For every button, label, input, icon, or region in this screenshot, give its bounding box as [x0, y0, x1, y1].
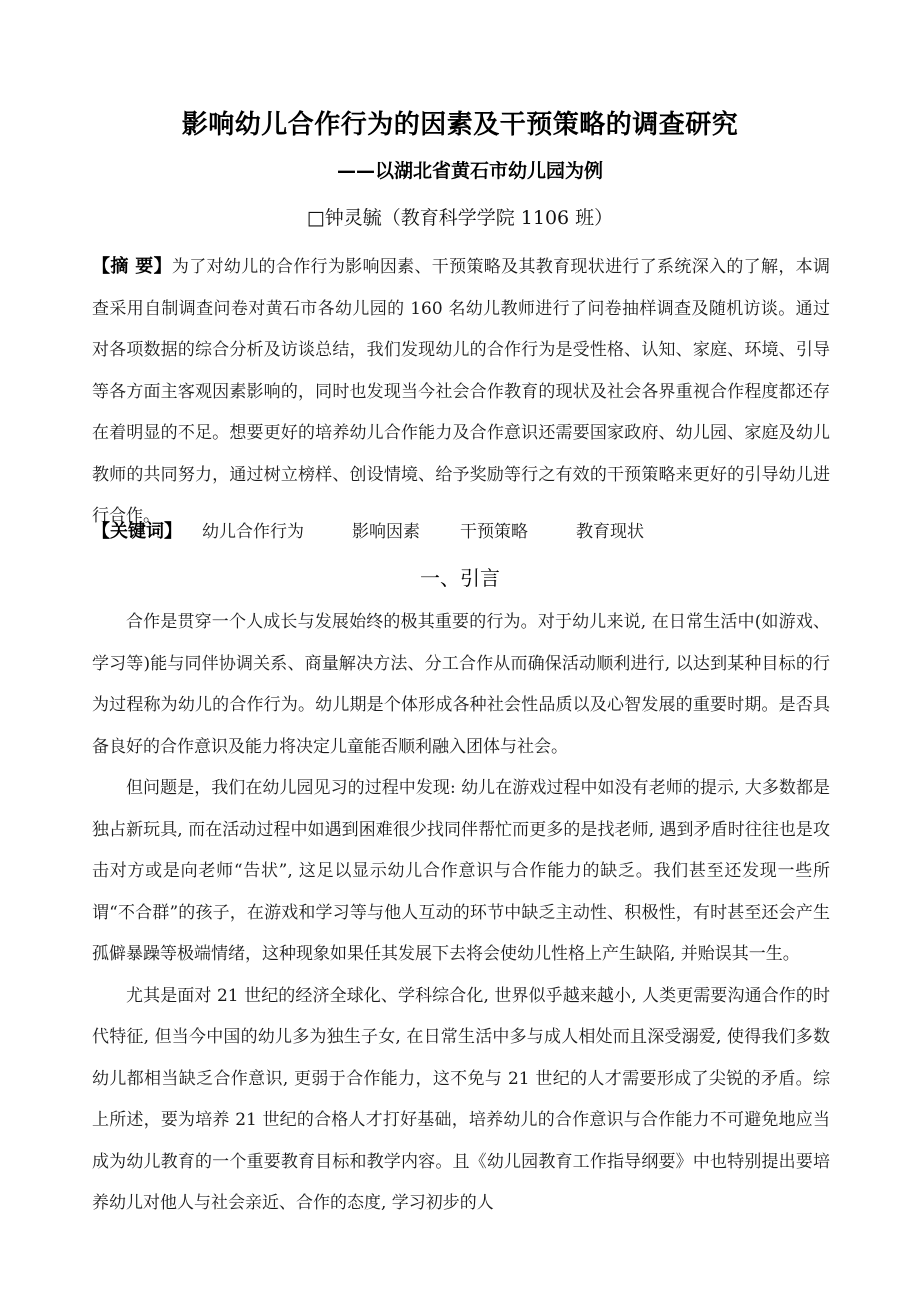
- keyword: 教育现状: [576, 522, 644, 542]
- abstract-label: 【摘 要】: [92, 256, 172, 277]
- document-title: 影响幼儿合作行为的因素及干预策略的调查研究: [181, 110, 739, 140]
- paragraph: 合作是贯穿一个人成长与发展始终的极其重要的行为。对于幼儿来说, 在日常生活中(如游戏、学习等)能与同伴协调关系、商量解决方法、分工合作从而确保活动顺利进行, 以达到某种目标的行为过程称为幼儿的合作行为。幼儿期是个体形成各种社会性品质以及心智发展的重要时期。是否具备良好的合作意识及能力将决定儿童能否顺利融入团体与社会。: [92, 612, 830, 757]
- keywords: [92, 514, 830, 550]
- keyword: 影响因素: [352, 522, 420, 542]
- keyword: 干预策略: [460, 522, 528, 542]
- introduction-body: [92, 602, 830, 1225]
- abstract-text: 为了对幼儿的合作行为影响因素、干预策略及其教育现状进行了系统深入的了解，本调查采用自制调查问卷对黄石市各幼儿园的 160 名幼儿教师进行了问卷抽样调查及随机访谈。通过对各项数据的综合分析及访谈总结，我们发现幼儿的合作行为是受性格、认知、家庭、环境、引导等各方面主客观因素影响的，同时也发现当今社会合作教育的现状及社会各界重视合作程度都还存在着明显的不足。想要更好的培养幼儿合作能力及合作意识还需要国家政府、幼儿园、家庭及幼儿教师的共同努力，通过树立榜样、创设情境、给予奖励等行之有效的干预策略来更好的引导幼儿进行合作。: [92, 257, 830, 526]
- abstract: [92, 246, 830, 538]
- keyword: 幼儿合作行为: [202, 522, 304, 542]
- author-line: □钟灵毓（教育科学学院 1106 班）: [306, 207, 614, 229]
- document-subtitle: ——以湖北省黄石市幼儿园为例: [336, 160, 603, 182]
- paragraph: 尤其是面对 21 世纪的经济全球化、学科综合化, 世界似乎越来越小, 人类更需要沟通合作的时代特征, 但当今中国的幼儿多为独生子女, 在日常生活中多与成人相处而且深受溺爱, 使得我们多数幼儿都相当缺乏合作意识, 更弱于合作能力，这不免与 21 世纪的人才需要形成了尖锐的矛盾。综上所述，要为培养 21 世纪的合格人才打好基础，培养幼儿的合作意识与合作能力不可避免地应当成为幼儿教育的一个重要教育目标和教学内容。且《幼儿园教育工作指导纲要》中也特别提出要培养幼儿对他人与社会亲近、合作的态度, 学习初步的人: [92, 985, 830, 1213]
- section-heading-introduction: 一、引言: [420, 566, 500, 590]
- paragraph: 但问题是，我们在幼儿园见习的过程中发现: 幼儿在游戏过程中如没有老师的提示, 大多数都是独占新玩具, 而在活动过程中如遇到困难很少找同伴帮忙而更多的是找老师, 遇到矛盾时往往也是攻击对方或是向老师“告状”, 这足以显示幼儿合作意识与合作能力的缺乏。我们甚至还发现一些所谓“不合群”的孩子，在游戏和学习等与他人互动的环节中缺乏主动性、积极性，有时甚至还会产生孤僻暴躁等极端情绪，这种现象如果任其发展下去将会使幼儿性格上产生缺陷, 并贻误其一生。: [92, 778, 830, 964]
- keywords-label: 【关键词】: [92, 521, 182, 542]
